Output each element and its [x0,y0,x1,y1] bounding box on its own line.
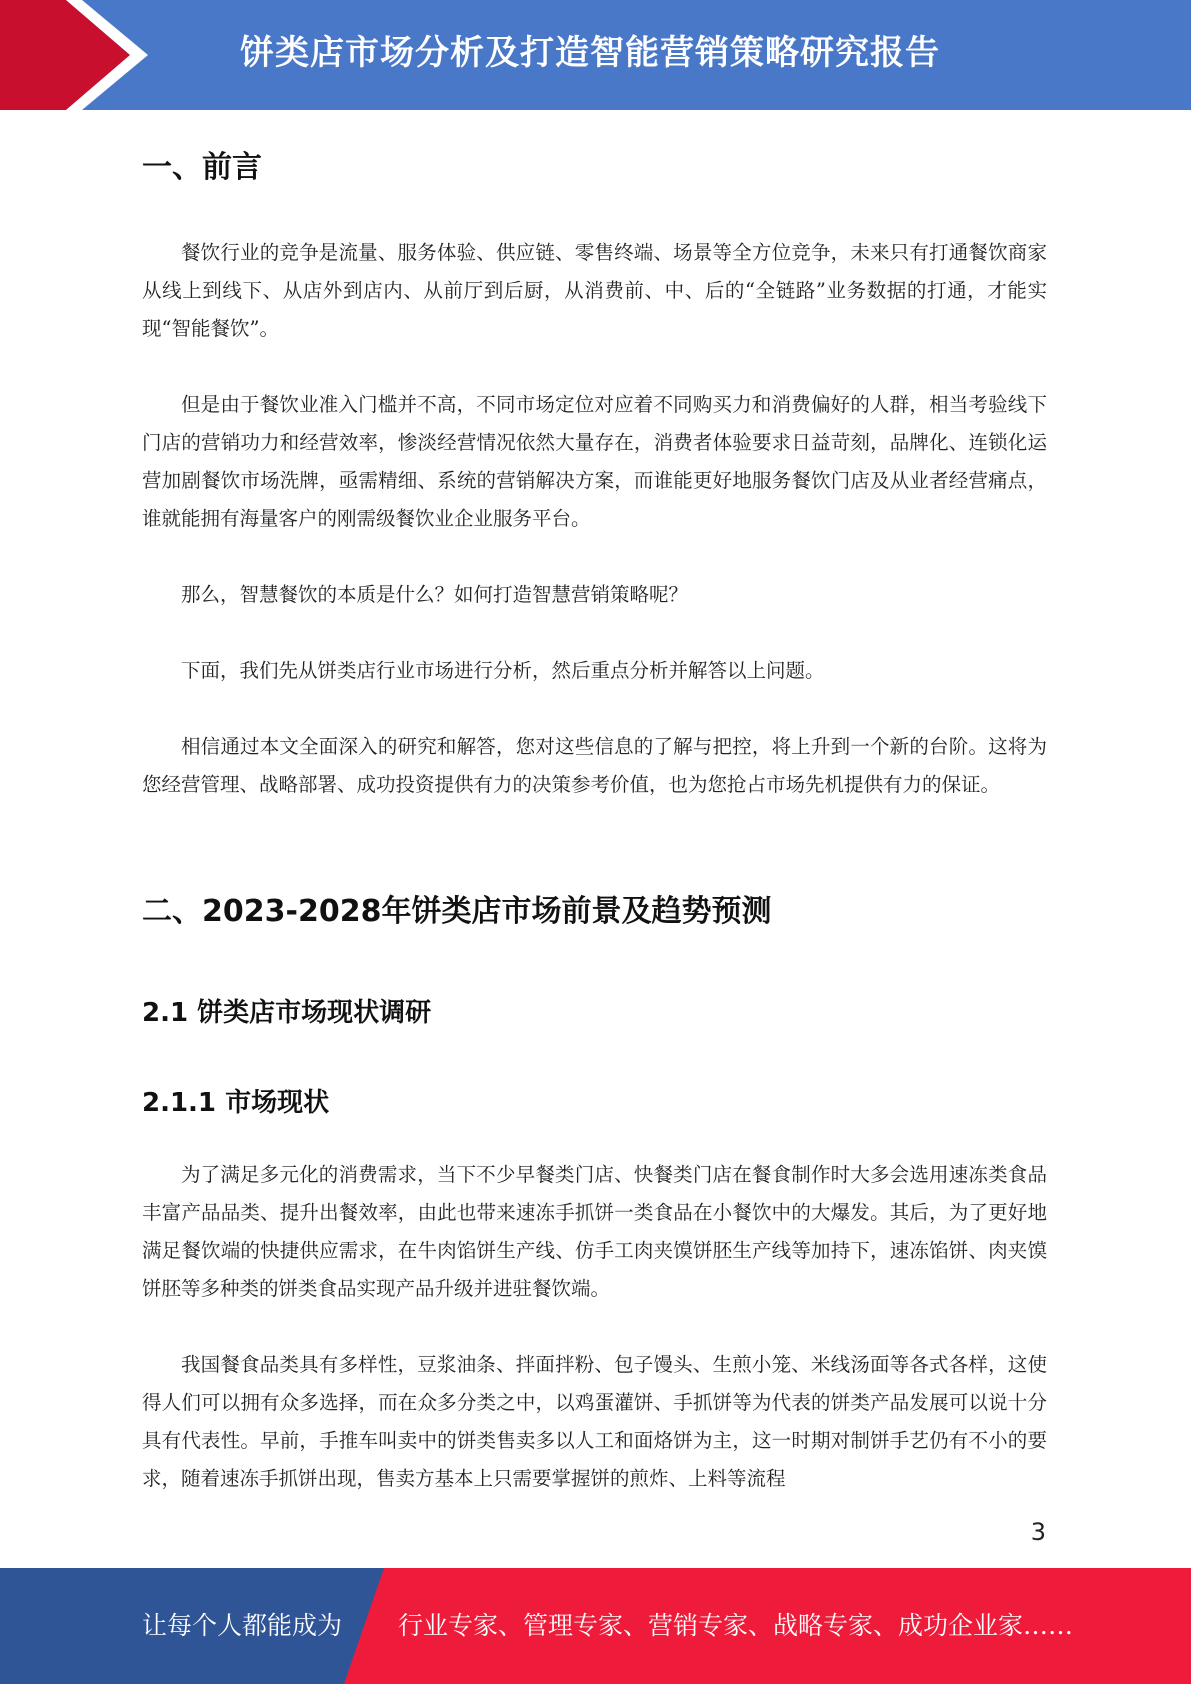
header-banner [0,0,1191,110]
preface-paragraph-3: 那么，智慧餐饮的本质是什么？如何打造智慧营销策略呢？ [181,583,689,606]
status-paragraph-2: 我国餐食品类具有多样性，豆浆油条、拌面拌粉、包子馒头、生煎小笼、米线汤面等各式各样，这使得人们可以拥有众多选择，而在众多分类之中，以鸡蛋灌饼、手抓饼等为代表的饼类产品发展可以说十分具有代表性。早前，手推车叫卖中的饼类售卖多以人工和面烙饼为主，这一时期对制饼手艺仍有不小的要求，随着速冻手抓饼出现，售卖方基本上只需要掌握饼的煎炸、上料等流程 [142,1353,1047,1490]
header-arrow-decoration [0,0,200,110]
report-title: 饼类店市场分析及打造智能营销策略研究报告 [240,33,940,73]
section-heading-forecast: 二、2023-2028年饼类店市场前景及趋势预测 [142,894,772,929]
footer-slogan-left: 让每个人都能成为 [142,1611,343,1640]
subsection-heading-status: 2.1.1 市场现状 [142,1088,330,1118]
footer-slogan-right: 行业专家、管理专家、营销专家、战略专家、成功企业家…… [398,1611,1074,1640]
status-paragraph-1: 为了满足多元化的消费需求，当下不少早餐类门店、快餐类门店在餐食制作时大多会选用速冻类食品丰富产品品类、提升出餐效率，由此也带来速冻手抓饼一类食品在小餐饮中的大爆发。其后，为了更好地满足餐饮端的快捷供应需求，在牛肉馅饼生产线、仿手工肉夹馍饼胚生产线等加持下，速冻馅饼、肉夹馍饼胚等多种类的饼类食品实现产品升级并进驻餐饮端。 [142,1163,1047,1300]
preface-paragraph-5: 相信通过本文全面深入的研究和解答，您对这些信息的了解与把控，将上升到一个新的台阶。这将为您经营管理、战略部署、成功投资提供有力的决策参考价值，也为您抢占市场先机提供有力的保证。 [142,735,1047,796]
preface-paragraph-2: 但是由于餐饮业准入门槛并不高，不同市场定位对应着不同购买力和消费偏好的人群，相当考验线下门店的营销功力和经营效率，惨淡经营情况依然大量存在，消费者体验要求日益苛刻，品牌化、连锁化运营加剧餐饮市场洗牌，亟需精细、系统的营销解决方案，而谁能更好地服务餐饮门店及从业者经营痛点，谁就能拥有海量客户的刚需级餐饮业企业服务平台。 [142,393,1047,530]
preface-paragraph-4: 下面，我们先从饼类店行业市场进行分析，然后重点分析并解答以上问题。 [181,659,825,682]
subsection-heading-survey: 2.1 饼类店市场现状调研 [142,998,432,1028]
footer-banner [0,1568,1191,1684]
section-heading-preface: 一、前言 [142,150,262,185]
page-number: 3 [1030,1518,1046,1546]
preface-paragraph-1: 餐饮行业的竞争是流量、服务体验、供应链、零售终端、场景等全方位竞争，未来只有打通餐饮商家从线上到线下、从店外到店内、从前厅到后厨，从消费前、中、后的“全链路”业务数据的打通，才能实现“智能餐饮”。 [142,241,1047,340]
